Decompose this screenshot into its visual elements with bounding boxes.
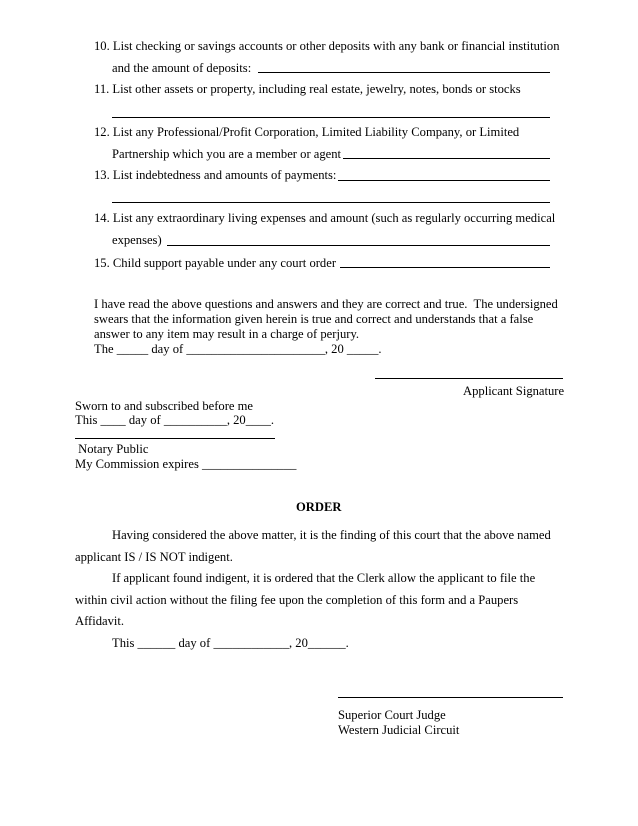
order-heading: ORDER	[296, 500, 342, 514]
applicant-signature-label: Applicant Signature	[463, 384, 565, 398]
certification-line1: I have read the above questions and answers and they are correct and true. The undersigned	[94, 297, 558, 311]
answer-line-q13b	[112, 202, 550, 203]
certification-line2: swears that the information given herein is true and correct and understands that a false	[94, 312, 534, 326]
answer-line-q13a	[338, 180, 550, 181]
order-p1-line1: Having considered the above matter, it is the finding of this court that the above named	[112, 528, 551, 542]
question-10-line1: 10. List checking or savings accounts or other deposits with any bank or financial institution	[94, 39, 560, 53]
certification-line3: answer to any item may result in a charge of perjury.	[94, 327, 360, 341]
question-10-line2: and the amount of deposits:	[112, 61, 252, 75]
answer-line-q15	[340, 267, 550, 268]
notary-title: Notary Public	[75, 442, 149, 456]
order-p2-line1: If applicant found indigent, it is ordered that the Clerk allow the applicant to file the	[112, 571, 536, 585]
notary-date-line: This ____ day of __________, 20____.	[75, 413, 275, 427]
judge-title: Superior Court Judge	[338, 708, 446, 722]
question-12-line2: Partnership which you are a member or agent	[112, 147, 342, 161]
judge-circuit: Western Judicial Circuit	[338, 723, 460, 737]
answer-line-q12	[343, 158, 550, 159]
question-11-line1: 11. List other assets or property, including real estate, jewelry, notes, bonds or stocks	[94, 82, 521, 96]
answer-line-q10	[258, 72, 550, 73]
question-12-line1: 12. List any Professional/Profit Corporation, Limited Liability Company, or Limited	[94, 125, 520, 139]
order-p2-line3: Affidavit.	[75, 614, 125, 628]
order-date-line: This ______ day of ____________, 20______.	[112, 636, 349, 650]
question-14-line2: expenses)	[112, 233, 162, 247]
judge-signature-line	[338, 697, 563, 698]
notary-sworn-text: Sworn to and subscribed before me	[75, 399, 254, 413]
question-15-line1: 15. Child support payable under any court order	[94, 256, 337, 270]
question-14-line1: 14. List any extraordinary living expenses and amount (such as regularly occurring medical	[94, 211, 556, 225]
order-p2-line2: within civil action without the filing fee upon the completion of this form and a Paupers	[75, 593, 519, 607]
certification-date-line: The _____ day of ______________________, 20 _____.	[94, 342, 382, 356]
order-p1-line2: applicant IS / IS NOT indigent.	[75, 550, 233, 564]
answer-line-q14	[167, 245, 550, 246]
question-13-line1: 13. List indebtedness and amounts of payments:	[94, 168, 337, 182]
answer-line-q11	[112, 117, 550, 118]
notary-commission: My Commission expires _______________	[75, 457, 297, 471]
applicant-signature-line	[375, 378, 563, 379]
notary-signature-line	[75, 438, 275, 439]
